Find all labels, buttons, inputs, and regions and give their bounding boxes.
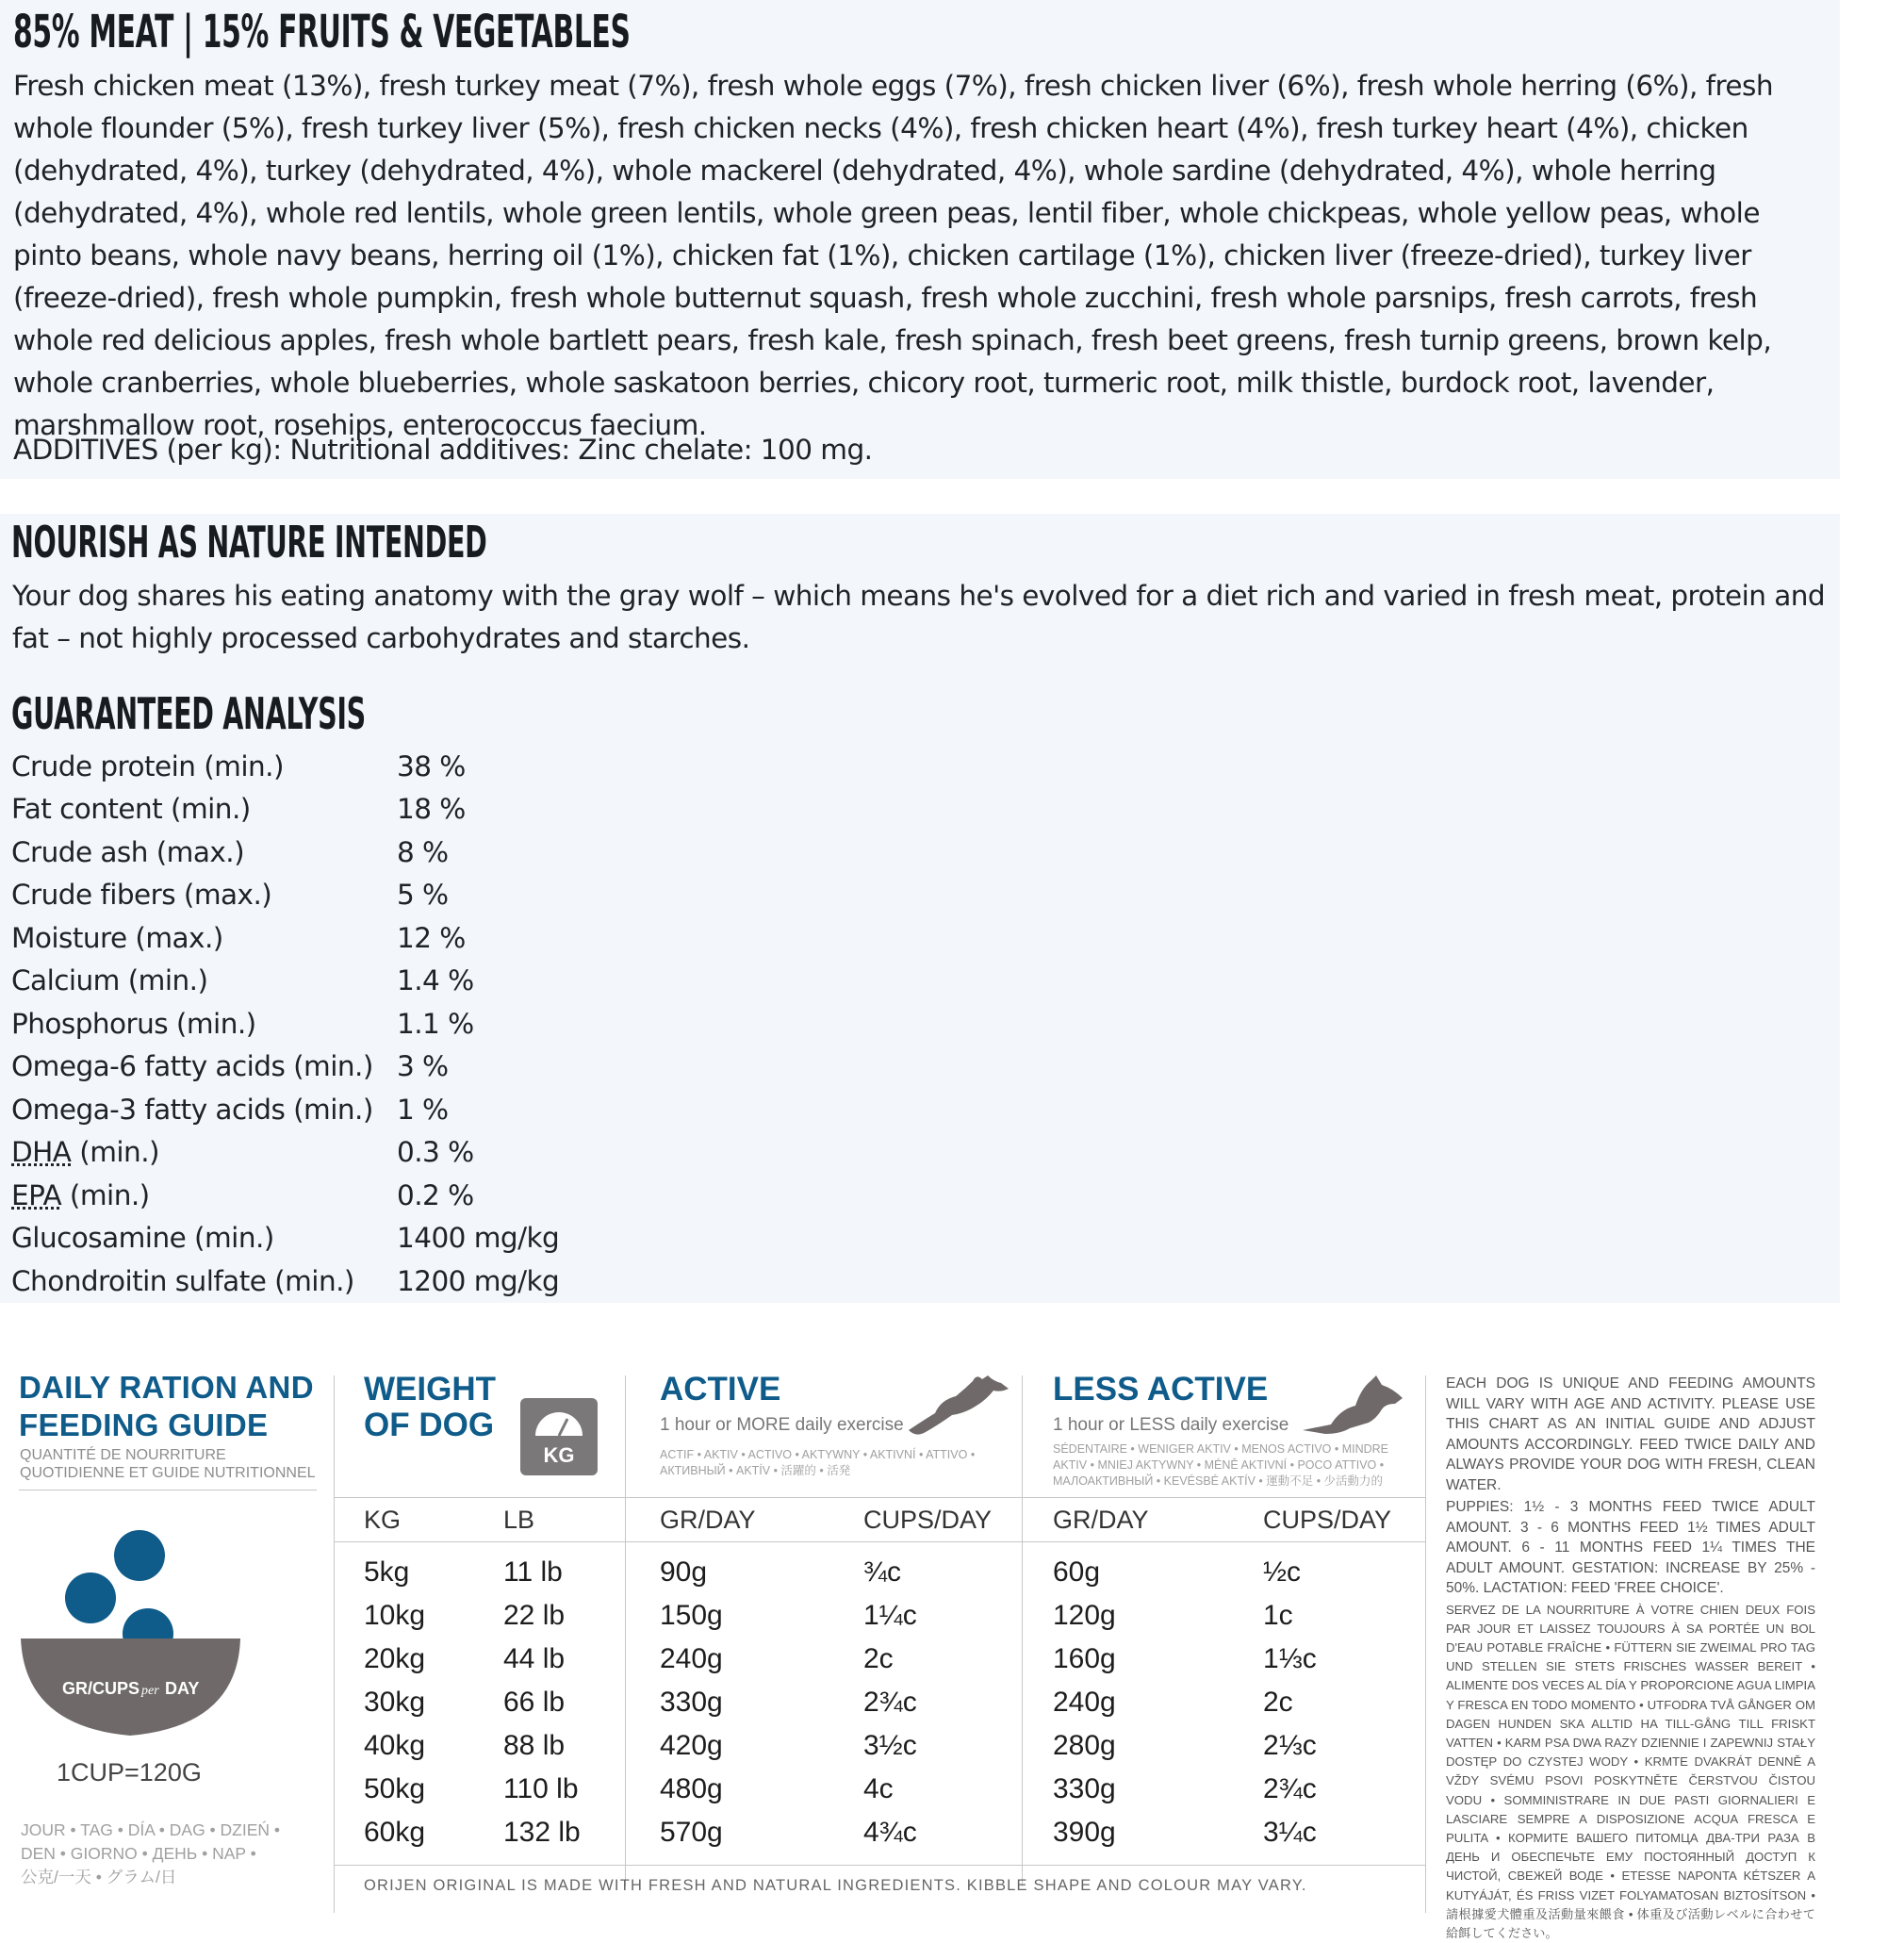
cell-kg: 10kg bbox=[364, 1594, 425, 1638]
footer-note: ORIJEN ORIGINAL IS MADE WITH FRESH AND NATURAL INGREDIENTS. KIBBLE SHAPE AND COLOUR MAY VARY. bbox=[364, 1877, 1307, 1895]
analysis-name bbox=[11, 1179, 397, 1211]
cell-less-gr: 60g bbox=[1053, 1551, 1100, 1594]
cell-kg: 5kg bbox=[364, 1551, 409, 1594]
analysis-row bbox=[11, 1088, 860, 1131]
active-heading: ACTIVE bbox=[660, 1372, 780, 1408]
active-subtitle: 1 hour or MORE daily exercise bbox=[660, 1415, 904, 1436]
analysis-row bbox=[11, 1046, 860, 1089]
cell-active-gr: 420g bbox=[660, 1724, 723, 1768]
feeding-row bbox=[0, 1638, 1433, 1681]
col-less-cups: CUPS/DAY bbox=[1263, 1506, 1391, 1535]
analysis-name bbox=[11, 1136, 397, 1168]
analysis-value: 1.1 % bbox=[397, 1008, 474, 1040]
title-line-1: DAILY RATION AND bbox=[19, 1369, 314, 1407]
bowl-per: per bbox=[140, 1684, 159, 1698]
less-active-subtitle: 1 hour or LESS daily exercise bbox=[1053, 1415, 1288, 1436]
bowl-day: DAY bbox=[165, 1679, 199, 1698]
analysis-value: 1200 mg/kg bbox=[397, 1265, 559, 1297]
instructions-general: EACH DOG IS UNIQUE AND FEEDING AMOUNTS WILL VARY WITH AGE AND ACTIVITY. PLEASE USE THIS CHART AS AN INITIAL GUIDE AND ADJUST AMOUNTS ACCORDINGLY. FEED TWICE DAILY AND ALWAYS PROVIDE YOUR DOG WITH FRESH, CLEAN WATER. bbox=[1446, 1374, 1815, 1495]
tiny-line: МАЛОАКТИВНЫЙ • KEVÉSBÉ AKTÍV • 運動不足 • 少活動力的 bbox=[1053, 1474, 1388, 1490]
ingredients-text: Fresh chicken meat (13%), fresh turkey meat (7%), fresh whole eggs (7%), fresh chicken liver (6%), fresh whole herring (6%), fresh whole flounder (5%), fresh turkey liver (5%), fresh chicken necks (4%), fresh chicken heart (4%), fresh turkey heart (4%), chicken (dehydrated, 4%), turkey (dehydrated, 4%), whole mackerel (dehydrated, 4%), whole sardine (dehydrated, 4%), whole herring (dehydrated, 4%), whole red lentils, whole green lentils, whole green peas, lentil fiber, whole chickpeas, whole yellow peas, whole pinto beans, whole navy beans, herring oil (1%), chicken fat (1%), chicken cartilage (1%), chicken liver (freeze-dried), turkey liver (freeze-dried), fresh whole pumpkin, fresh whole butternut squash, fresh whole zucchini, fresh whole parsnips, fresh carrots, fresh whole red delicious apples, fresh whole bartlett pears, fresh kale, fresh spinach, fresh beet greens, fresh turnip greens, brown kelp, whole cranberries, whole blueberries, whole saskatoon berries, chicory root, turmeric root, milk thistle, burdock root, lavender, marshmallow root, rosehips, enterococcus faecium. bbox=[13, 65, 1832, 447]
cell-less-cups: 1⅓c bbox=[1263, 1638, 1317, 1681]
cell-less-cups: 2⅓c bbox=[1263, 1724, 1317, 1768]
cell-lb: 66 lb bbox=[503, 1681, 565, 1724]
analysis-row bbox=[11, 745, 860, 788]
analysis-list bbox=[11, 745, 860, 1303]
analysis-name-rest: (min.) bbox=[71, 1136, 159, 1168]
cell-active-cups: 4¾c bbox=[863, 1811, 917, 1854]
cell-less-cups: 2c bbox=[1263, 1681, 1293, 1724]
additives-text: ADDITIVES (per kg): Nutritional additives: Zinc chelate: 100 mg. bbox=[13, 429, 1832, 471]
cell-less-cups: 3¼c bbox=[1263, 1811, 1317, 1854]
bowl-label: GR/CUPS bbox=[62, 1679, 140, 1698]
col-lb: LB bbox=[503, 1506, 534, 1535]
cell-less-gr: 330g bbox=[1053, 1768, 1116, 1811]
analysis-value: 1 % bbox=[397, 1094, 449, 1126]
analysis-value: 18 % bbox=[397, 793, 466, 825]
cell-active-gr: 150g bbox=[660, 1594, 723, 1638]
cell-active-gr: 570g bbox=[660, 1811, 723, 1854]
instructions-puppies: PUPPIES: 1½ - 3 MONTHS FEED TWICE ADULT AMOUNT. 3 - 6 MONTHS FEED 1½ TIMES ADULT AMOUNT. 6 - 11 MONTHS FEED 1¼ TIMES THE ADULT AMOUNT. GESTATION: INCREASE BY 25% - 50%. LACTATION: FEED 'FREE CHOICE'. bbox=[1446, 1497, 1815, 1599]
analysis-row bbox=[11, 1217, 860, 1260]
feeding-row bbox=[0, 1811, 1433, 1854]
cell-lb: 110 lb bbox=[503, 1768, 579, 1811]
analysis-value: 3 % bbox=[397, 1050, 449, 1082]
cell-active-cups: 2c bbox=[863, 1638, 894, 1681]
feeding-row bbox=[0, 1551, 1433, 1594]
feeding-row bbox=[0, 1724, 1433, 1768]
cell-less-gr: 390g bbox=[1053, 1811, 1116, 1854]
subtitle-line-1: QUANTITÉ DE NOURRITURE bbox=[20, 1446, 316, 1464]
tiny-line: SÉDENTAIRE • WENIGER AKTIV • MENOS ACTIVO • MINDRE bbox=[1053, 1441, 1388, 1457]
cell-active-cups: 1¼c bbox=[863, 1594, 917, 1638]
scale-icon bbox=[520, 1398, 598, 1475]
analysis-heading: GUARANTEED ANALYSIS bbox=[11, 688, 366, 739]
cell-active-cups: ¾c bbox=[863, 1551, 901, 1594]
feeding-guide bbox=[0, 1343, 1904, 1927]
footer-rule bbox=[334, 1865, 1425, 1866]
analysis-row bbox=[11, 874, 860, 917]
nourish-heading: NOURISH AS NATURE INTENDED bbox=[11, 517, 486, 568]
cell-lb: 132 lb bbox=[503, 1811, 581, 1854]
analysis-value: 8 % bbox=[397, 836, 449, 868]
col-kg: KG bbox=[364, 1506, 401, 1535]
cell-kg: 60kg bbox=[364, 1811, 425, 1854]
day-words-line: JOUR • TAG • DÍA • DAG • DZIEŃ • bbox=[21, 1819, 322, 1842]
analysis-value: 0.2 % bbox=[397, 1179, 474, 1211]
analysis-row bbox=[11, 788, 860, 832]
cell-active-gr: 330g bbox=[660, 1681, 723, 1724]
analysis-name: Fat content (min.) bbox=[11, 793, 397, 825]
analysis-row bbox=[11, 1260, 860, 1303]
scale-dial-icon bbox=[520, 1398, 598, 1475]
less-active-heading: LESS ACTIVE bbox=[1053, 1372, 1268, 1408]
running-dog-icon bbox=[907, 1372, 1010, 1438]
analysis-value: 12 % bbox=[397, 922, 466, 954]
analysis-abbr: EPA bbox=[11, 1179, 61, 1211]
cell-active-cups: 4c bbox=[863, 1768, 894, 1811]
less-active-translations bbox=[1053, 1441, 1388, 1490]
feeding-row bbox=[0, 1594, 1433, 1638]
analysis-name: Chondroitin sulfate (min.) bbox=[11, 1265, 397, 1297]
cup-conversion: 1CUP=120G bbox=[57, 1758, 202, 1787]
analysis-row bbox=[11, 831, 860, 874]
analysis-name: Omega-6 fatty acids (min.) bbox=[11, 1050, 397, 1082]
header-rule bbox=[334, 1541, 1425, 1542]
nourish-text: Your dog shares his eating anatomy with the gray wolf – which means he's evolved for a diet rich and varied in fresh meat, protein and fat – not highly processed carbohydrates and starches. bbox=[12, 575, 1831, 660]
cell-less-gr: 120g bbox=[1053, 1594, 1116, 1638]
analysis-name: Omega-3 fatty acids (min.) bbox=[11, 1094, 397, 1126]
active-translations bbox=[660, 1447, 975, 1479]
cell-kg: 30kg bbox=[364, 1681, 425, 1724]
analysis-value: 38 % bbox=[397, 750, 466, 782]
tiny-line: ACTIF • AKTIV • ACTIVO • AKTYWNY • AKTIVNÍ • ATTIVO • bbox=[660, 1447, 975, 1463]
cell-lb: 44 lb bbox=[503, 1638, 565, 1681]
title-line-2: FEEDING GUIDE bbox=[19, 1407, 314, 1444]
analysis-name-rest: (min.) bbox=[61, 1179, 150, 1211]
analysis-name: Crude ash (max.) bbox=[11, 836, 397, 868]
analysis-name: Crude fibers (max.) bbox=[11, 879, 397, 911]
cell-less-cups: ½c bbox=[1263, 1551, 1301, 1594]
cell-lb: 22 lb bbox=[503, 1594, 565, 1638]
day-words-line: 公克/一天 • グラム/日 bbox=[21, 1866, 322, 1889]
cell-less-cups: 2¾c bbox=[1263, 1768, 1317, 1811]
resting-dog-icon bbox=[1303, 1375, 1404, 1438]
header-rule bbox=[334, 1497, 1425, 1498]
analysis-row bbox=[11, 1002, 860, 1046]
col-active-cups: CUPS/DAY bbox=[863, 1506, 992, 1535]
feeding-row bbox=[0, 1768, 1433, 1811]
cell-active-cups: 2¾c bbox=[863, 1681, 917, 1724]
col-less-gr: GR/DAY bbox=[1053, 1506, 1149, 1535]
analysis-row bbox=[11, 916, 860, 960]
tiny-line: АКТИВНЫЙ • AKTÍV • 活躍的 • 活発 bbox=[660, 1463, 975, 1479]
ingredients-panel bbox=[0, 0, 1840, 479]
col-active-gr: GR/DAY bbox=[660, 1506, 756, 1535]
cell-active-gr: 90g bbox=[660, 1551, 707, 1594]
cell-active-gr: 240g bbox=[660, 1638, 723, 1681]
tiny-line: AKTIV • MNIEJ AKTYWNY • MÉNĚ AKTIVNÍ • POCO ATTIVO • bbox=[1053, 1457, 1388, 1474]
cell-active-gr: 480g bbox=[660, 1768, 723, 1811]
feeding-guide-subtitle bbox=[20, 1446, 316, 1482]
analysis-row bbox=[11, 1131, 860, 1175]
analysis-value: 0.3 % bbox=[397, 1136, 474, 1168]
analysis-name: Moisture (max.) bbox=[11, 922, 397, 954]
feeding-row bbox=[0, 1681, 1433, 1724]
scale-label: KG bbox=[544, 1443, 575, 1467]
cell-kg: 20kg bbox=[364, 1638, 425, 1681]
cell-lb: 11 lb bbox=[503, 1551, 563, 1594]
subtitle-line-2: QUOTIDIENNE ET GUIDE NUTRITIONNEL bbox=[20, 1464, 316, 1482]
analysis-abbr: DHA bbox=[11, 1136, 71, 1168]
analysis-row bbox=[11, 960, 860, 1003]
instructions-translations: SERVEZ DE LA NOURRITURE À VOTRE CHIEN DEUX FOIS PAR JOUR ET LAISSEZ TOUJOURS À SA PORTÉE UN BOL D'EAU POTABLE FRAÎCHE • FÜTTERN SIE ZWEIMAL PRO TAG UND STELLEN SIE STETS FRISCHES WASSER BEREIT • ALIMENTE DOS VECES AL DÍA Y PROPORCIONE AGUA LIMPIA Y FRESCA EN TODO MOMENTO • UTFODRA TVÅ GÅNGER OM DAGEN HUNDEN SKA ALLTID HA TILL-GÅNG TILL FRISKT VATTEN • KARM PSA DWA RAZY DZIENNIE I ZAPEWNIJ STAŁY DOSTĘP DO CZYSTEJ WODY • KRMTE DVAKRÁT DENNĚ A VŽDY SVÉMU PSOVI POSKYTNĚTE ČERSTVOU ČISTOU VODU • SOMMINISTRARE IN DUE PASTI GIORNALIERI E LASCIARE SEMPRE A DISPOSIZIONE ACQUA FRESCA E PULITA • КОРМИТЕ ВАШЕГО ПИТОМЦА ДВА-ТРИ РАЗА В ДЕНЬ И ОБЕСПЕЧЬТЕ ЕМУ ПОСТОЯННЫЙ ДОСТУП К ЧИСТОЙ, СВЕЖЕЙ ВОДЕ • ETESSE NAPONTA KÉTSZER A KUTYÁJÁT, ÉS FRISS VIZET FOLYAMATOSAN BIZTOSÍTSON • 請根據愛犬體重及活動量來餵食 • 体重及び活動レベルに合わせて給餌してください。 bbox=[1446, 1601, 1815, 1943]
analysis-value: 1.4 % bbox=[397, 964, 474, 996]
analysis-name: Crude protein (min.) bbox=[11, 750, 397, 782]
cell-less-gr: 280g bbox=[1053, 1724, 1116, 1768]
analysis-value: 1400 mg/kg bbox=[397, 1222, 559, 1254]
cell-active-cups: 3½c bbox=[863, 1724, 917, 1768]
day-words-line: DEN • GIORNO • ДЕНЬ • NAP • bbox=[21, 1842, 322, 1866]
weight-heading-line: OF DOG bbox=[364, 1408, 496, 1443]
analysis-row bbox=[11, 1174, 860, 1217]
cell-kg: 50kg bbox=[364, 1768, 425, 1811]
analysis-value: 5 % bbox=[397, 879, 449, 911]
analysis-name: Glucosamine (min.) bbox=[11, 1222, 397, 1254]
cell-less-cups: 1c bbox=[1263, 1594, 1293, 1638]
cell-lb: 88 lb bbox=[503, 1724, 565, 1768]
cell-less-gr: 160g bbox=[1053, 1638, 1116, 1681]
cell-kg: 40kg bbox=[364, 1724, 425, 1768]
cell-less-gr: 240g bbox=[1053, 1681, 1116, 1724]
analysis-name: Phosphorus (min.) bbox=[11, 1008, 397, 1040]
ingredients-heading: 85% MEAT | 15% FRUITS & VEGETABLES bbox=[13, 6, 631, 58]
analysis-name: Calcium (min.) bbox=[11, 964, 397, 996]
feeding-guide-title bbox=[19, 1369, 314, 1444]
weight-heading-line: WEIGHT bbox=[364, 1372, 496, 1408]
weight-heading bbox=[364, 1372, 496, 1443]
feeding-instructions bbox=[1446, 1374, 1815, 1943]
